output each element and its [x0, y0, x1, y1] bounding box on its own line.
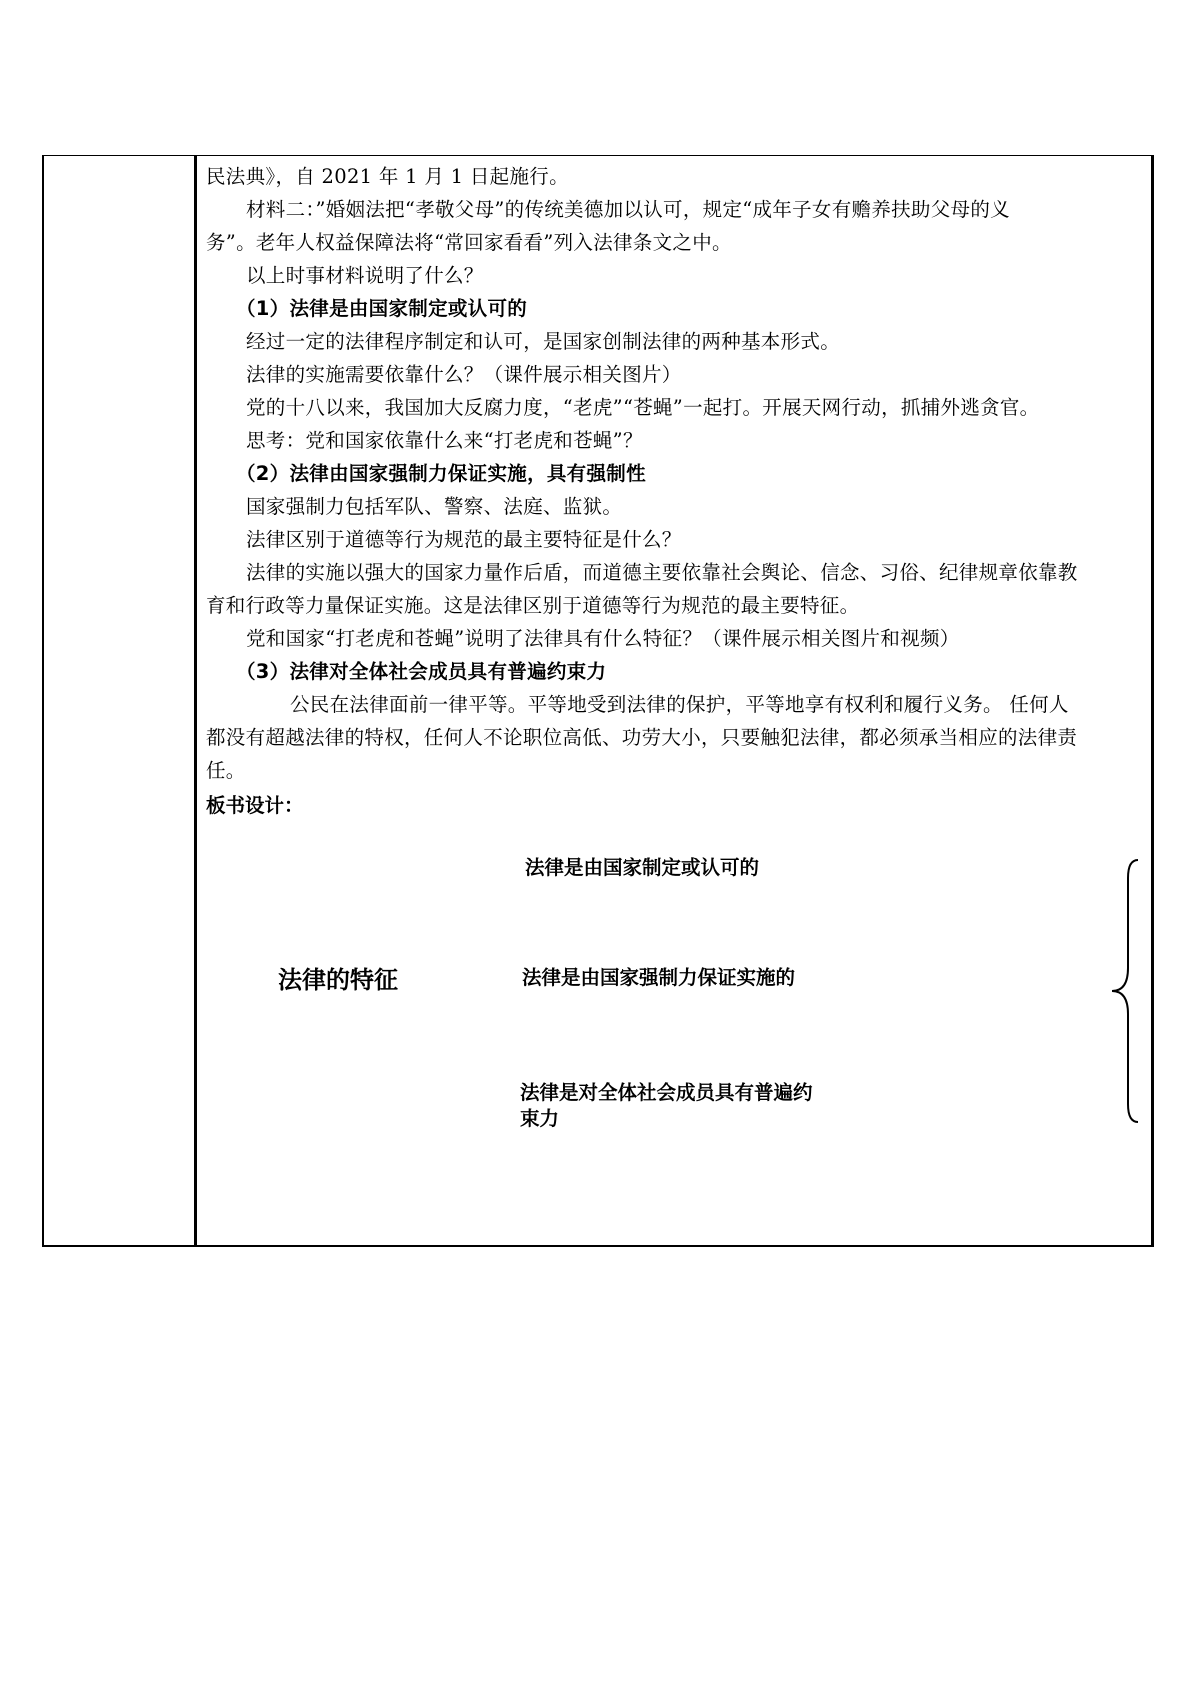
section-heading-2: （2）法律由国家强制力保证实施，具有强制性 [236, 462, 646, 485]
text-line: 法律的实施以强大的国家力量作后盾，而道德主要依靠社会舆论、信念、习俗、纪律规章依靠教 [246, 561, 1078, 584]
board-item-3-line1: 法律是对全体社会成员具有普遍约 [520, 1081, 813, 1104]
text-line: 材料二：”婚姻法把“孝敬父母”的传统美德加以认可，规定“成年子女有赡养扶助父母的义 [246, 198, 1010, 221]
text-line: 法律区别于道德等行为规范的最主要特征是什么？ [246, 528, 682, 551]
text-line: 以上时事材料说明了什么？ [246, 264, 484, 287]
section-heading-3: （3）法律对全体社会成员具有普遍约束力 [236, 660, 607, 683]
board-item-3-line2: 束力 [520, 1107, 560, 1130]
text-line: 都没有超越法律的特权，任何人不论职位高低、功劳大小，只要触犯法律，都必须承当相应的法律责 [206, 726, 1078, 749]
text-line: 法律的实施需要依靠什么？（课件展示相关图片） [246, 363, 682, 386]
lesson-content [206, 160, 1141, 787]
text-line: 务”。老年人权益保障法将“常回家看看”列入法律条文之中。 [206, 231, 732, 254]
board-item-2: 法律是由国家强制力保证实施的 [522, 966, 796, 989]
board-item-1: 法律是由国家制定或认可的 [525, 856, 760, 879]
text-line: 育和行政等力量保证实施。这是法律区别于道德等行为规范的最主要特征。 [206, 594, 860, 617]
text-line: 思考：党和国家依靠什么来“打老虎和苍蝇”？ [246, 429, 643, 452]
text-line: 任。 [206, 759, 246, 782]
text-line: 国家强制力包括军队、警察、法庭、监狱。 [246, 495, 623, 518]
curly-brace-icon [1108, 858, 1148, 1124]
text-line: 党的十八以来，我国加大反腐力度，“老虎”“苍蝇”一起打。开展天网行动，抓捕外逃贪官。 [246, 396, 1040, 419]
text-line: 党和国家“打老虎和苍蝇”说明了法律具有什么特征？（课件展示相关图片和视频） [246, 627, 960, 650]
section-heading-1: （1）法律是由国家制定或认可的 [236, 297, 528, 320]
text-line: 公民在法律面前一律平等。平等地受到法律的保护，平等地享有权利和履行义务。 任何人 [290, 693, 1069, 716]
board-item-3 [520, 1080, 813, 1132]
board-center-label: 法律的特征 [278, 966, 398, 994]
column-divider [194, 156, 197, 1245]
board-design-title: 板书设计： [206, 794, 304, 817]
text-line: 经过一定的法律程序制定和认可，是国家创制法律的两种基本形式。 [246, 330, 841, 353]
text-line: 民法典》，自 2021 年 1 月 1 日起施行。 [206, 165, 569, 188]
left-column-cell [44, 156, 194, 1245]
